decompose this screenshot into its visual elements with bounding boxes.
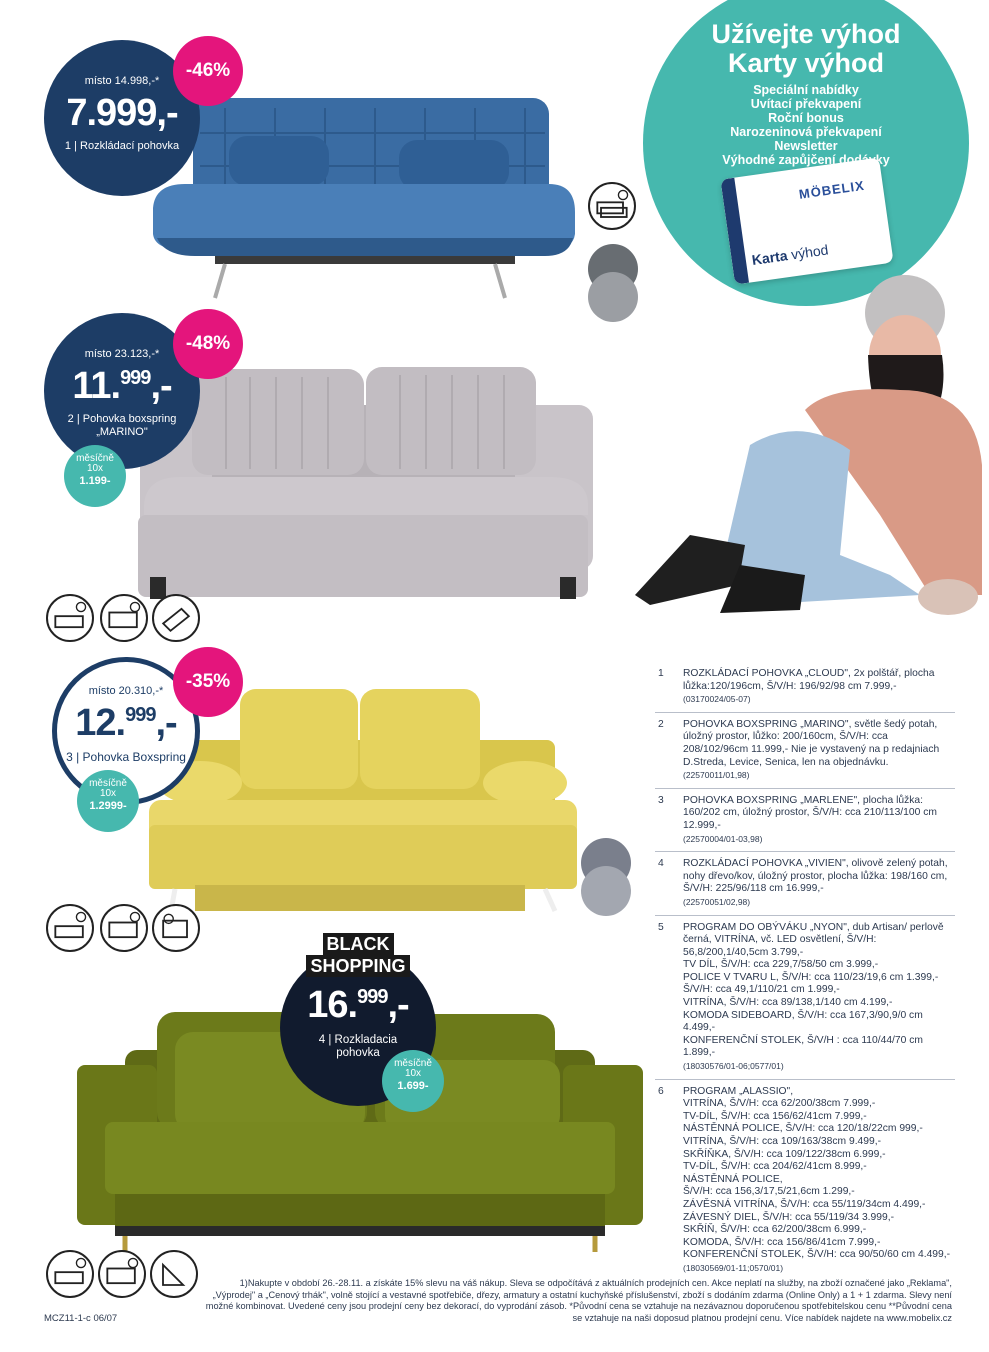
price-cents: 999 — [125, 704, 156, 726]
discount-badge: -46% — [173, 36, 243, 106]
installment-badge — [77, 770, 139, 832]
item-text: PROGRAM „ALASSIO", VITRÍNA, Š/V/H: cca 62/200/38cm 7.999,- TV-DÍL, Š/V/H: cca 156/62/41cm 7.999,- NÁSTĚNNÁ POLICE, Š/V/H: cca 120/18/22cm 999,- VITRÍNA, Š/V/H: cca 109/163/38cm 9.499,- SKŘÍŇKA, Š/V/H: cca 109/122/38cm 6.999,- TV-DÍL, Š/V/H: cca 204/62/41cm 8.999,- NÁSTĚNNÁ POLICE, Š/V/H: cca 156,3/17,5/21,6cm 1.299,- ZÁVĚSNÁ VITRÍNA, Š/V/H: cca 55/119/34cm 4.499,- ZÁVESNÝ DIEL, Š/V/H: cca 55/119/34 3.999,- SKŘÍŇ, Š/V/H: cca 62/200/38cm 6.999,- KOMODA, Š/V/H: cca 156/86/41cm 7.999,- KONFERENČNÍ STOLEK, Š/V/H: cca 90/50/60 cm 4.499,- — [683, 1085, 951, 1261]
discount-badge: -35% — [173, 647, 243, 717]
price-cents: 999 — [357, 986, 388, 1008]
product-label-line2: „MARINO" — [96, 426, 148, 438]
product-label — [44, 413, 200, 439]
installment-amount: 1.2999- — [89, 800, 127, 812]
list-item — [655, 858, 955, 915]
item-number: 1 — [658, 668, 664, 679]
price-end: ,- — [155, 702, 177, 744]
item-number: 6 — [658, 1085, 664, 1097]
product-label: 1 | Rozkládací pohovka — [64, 140, 180, 152]
black-shopping-badge — [297, 933, 419, 977]
product-label-line1: 4 | Rozkladacia — [318, 1034, 398, 1046]
installment-badge — [64, 445, 126, 507]
grey-sofa-image — [130, 365, 600, 605]
item-text: ROZKLÁDACÍ POHOVKA „VIVIEN", olivově zelený potah, nohy dřevo/kov, úložný prostor, plocha lůžka: 198/160 cm, Š/V/H: 225/96/118 cm 16.999,- — [683, 858, 948, 895]
installment-icon — [152, 904, 200, 952]
item-code: (18030569/01-11;0570/01) — [683, 1262, 784, 1273]
installment-label: měsíčně — [76, 453, 114, 464]
benefit-item: Narozeninová překvapení — [730, 125, 882, 139]
item-text: POHOVKA BOXSPRING „MARLENE", plocha lůžka: 160/202 cm, úložný prostor, Š/V/H: cca 210/113/100 cm 12.999,- — [683, 794, 937, 831]
item-code: (22570051/02,98) — [683, 896, 751, 907]
bed-function-icon — [588, 182, 636, 230]
item-text: ROZKLÁDACÍ POHOVKA „CLOUD", 2x polštář, plocha lůžka:120/196cm, Š/V/H: 196/92/98 cm 7.999,- — [683, 668, 935, 692]
yellow-sofa-image — [145, 685, 580, 915]
product-label-line2: pohovka — [336, 1047, 380, 1059]
badge-line2: SHOPPING — [306, 955, 409, 977]
badge-line1: BLACK — [323, 933, 394, 955]
old-price: místo 14.998,-* — [84, 75, 160, 87]
installment-label: měsíčně — [394, 1058, 432, 1069]
promo-title-line2: Karty výhod — [727, 48, 885, 78]
benefit-list — [643, 83, 969, 167]
benefit-item: Roční bonus — [768, 111, 844, 125]
list-item — [655, 668, 955, 713]
product-list — [655, 668, 955, 1287]
footnote: 1)Nakupte v období 26.-28.11. a získáte 15% slevu na váš nákup. Sleva se odpočítává z aktuálních prodejních cen. Akce neplatí na služby, na zboží označené jako „Reklama", „Výprodej" a „Cenový trhák", volně stojící a vestavné spotřebiče, dřezy, armatury a ostatní kuchyňské příslušenství, zboží s dodáním zdarma (Online Only) a 1 + 1 zdarma. Slevy není možné kombinovat. Uvedené ceny jsou prodejní ceny bez dekorací, do vyprodání zásob. *Původní cena se vztahuje na nezávaznou doporučenou spotřebitelskou cenu **Původní cena se vztahuje na naši doposud platnou prodejní cenu. Více nabídek najdete na www.mobelix.cz — [205, 1278, 952, 1323]
item-code: (03170024/05-07) — [683, 694, 751, 705]
item-code: (22570011/01,98) — [683, 770, 750, 781]
old-price: místo 23.123,-* — [84, 348, 160, 360]
price-main: 16. — [307, 984, 358, 1026]
promo-title-line1: Užívejte výhod — [711, 19, 901, 49]
new-price — [280, 984, 436, 1027]
item-number: 5 — [658, 921, 664, 933]
loyalty-card-promo — [643, 0, 969, 306]
benefit-item: Uvítací překvapení — [750, 97, 862, 111]
new-price — [44, 365, 200, 408]
price-end: ,- — [387, 984, 409, 1026]
item-code: (22570004/01-03,98) — [683, 833, 763, 844]
card-name-rest: výhod — [786, 241, 830, 263]
storage-icon — [46, 904, 94, 952]
item-number: 2 — [658, 718, 664, 730]
installment-count: 10x — [99, 788, 117, 799]
card-name-bold: Karta — [750, 247, 789, 268]
discount-badge: -48% — [173, 309, 243, 379]
installment-label: měsíčně — [89, 778, 127, 789]
new-price — [57, 702, 195, 745]
blue-sofa-image — [145, 88, 580, 303]
storage-icon — [46, 594, 94, 642]
card-brand-logo: MÖBELIX — [797, 177, 866, 202]
price-end: ,- — [150, 365, 172, 407]
loyalty-card-image — [720, 157, 893, 284]
item-text: POHOVKA BOXSPRING „MARINO", světle šedý potah, úložný prostor, lůžko: 200/160cm, Š/V/H: cca 208/102/96cm 11.999,- Nie je vystavený na p redajniach D.Streda, Levice, Senica, len na objednávku. — [683, 718, 940, 768]
installment-count: 10x — [404, 1068, 422, 1079]
promo-title — [643, 20, 969, 78]
card-name — [751, 241, 830, 268]
storage-icon — [46, 1250, 94, 1298]
price-main: 12. — [75, 702, 126, 744]
installment-amount: 1.199- — [79, 475, 111, 487]
list-item — [655, 1086, 955, 1281]
list-item — [655, 795, 955, 852]
color-swatch — [581, 866, 631, 916]
item-text: PROGRAM DO OBÝVÁKU „NYON", dub Artisan/ perlově černá, VITRÍNA, vč. LED osvětlení, Š/V/H: 56,8/200,1/40,5cm 3.799,- TV DÍL, Š/V/H: cca 229,7/58/50 cm 3.999,- POLICE V TVARU L, Š/V/H: cca 110/23/19,6 cm 1.399,- Š/V/H: cca 49,1/110/21 cm 1.999,- VITRÍNA, Š/V/H: cca 89/138,1/140 cm 4.199,- KOMODA SIDEBOARD, Š/V/H: cca 167,3/90,9/0 cm 4.499,- KONFERENČNÍ STOLEK, Š/V/H : cca 110/44/70 cm 1.899,- — [683, 921, 944, 1059]
boxspring-icon — [100, 904, 148, 952]
boxspring-icon — [100, 594, 148, 642]
product-label: 3 | Pohovka Boxspring — [66, 750, 186, 764]
benefit-item: Výhodné zapůjčení dodávky — [722, 153, 890, 167]
new-price: 7.999,- — [66, 92, 178, 134]
item-number: 4 — [658, 858, 664, 870]
item-number: 3 — [658, 794, 664, 806]
list-item — [655, 719, 955, 789]
price-cents: 999 — [120, 367, 151, 389]
installment-amount: 1.699- — [397, 1080, 429, 1092]
old-price: místo 20.310,-* — [88, 685, 164, 697]
benefit-item: Speciální nabídky — [753, 83, 859, 97]
price-main: 11. — [72, 365, 121, 407]
product-label-line1: 2 | Pohovka boxspring — [67, 413, 177, 425]
fabric-samples-icon — [150, 1250, 198, 1298]
page-code: MCZ11-1-c 06/07 — [44, 1313, 118, 1324]
card-stripe — [720, 178, 749, 285]
installment-badge — [382, 1050, 444, 1112]
bed-function-icon — [98, 1250, 146, 1298]
model-photo — [630, 275, 985, 620]
item-code: (18030576/01-06;0577/01) — [683, 1061, 784, 1072]
installment-count: 10x — [86, 463, 104, 474]
benefit-item: Newsletter — [774, 139, 838, 153]
list-item — [655, 922, 955, 1080]
fabric-samples-icon — [152, 594, 200, 642]
